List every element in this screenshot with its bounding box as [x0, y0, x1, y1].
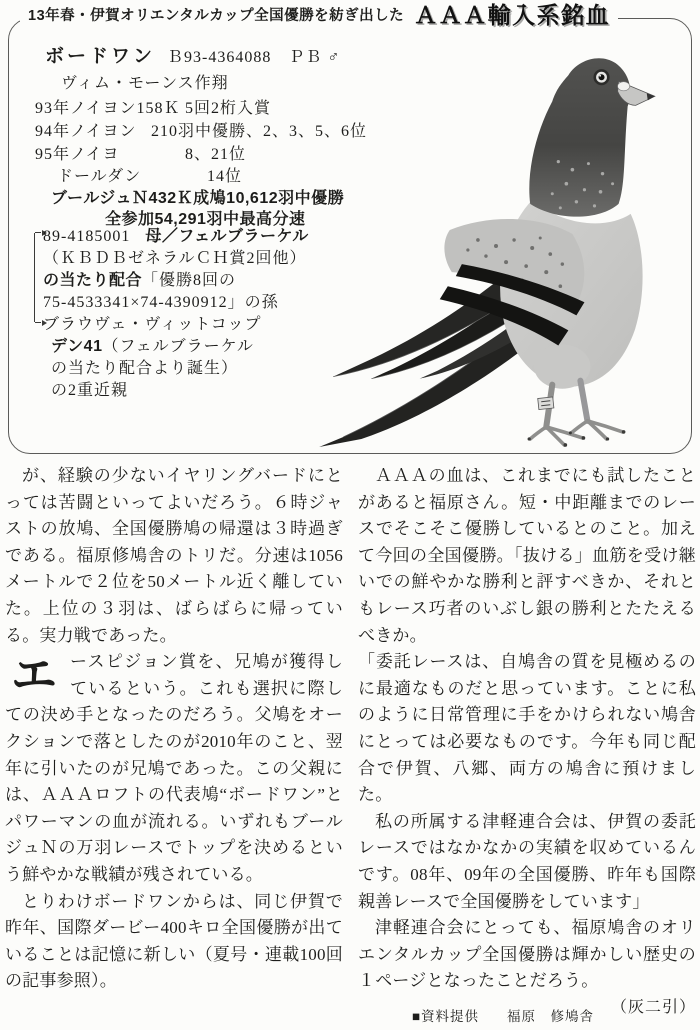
- paragraph: 「委託レースは、自鳩舎の質を見極めるのに最適なものだと思っています。ことに私のように日常管理に手をかけられない鳩舎にとっては必要なものです。今年も同じ配合で伊賀、八郷、両方の鳩舎に預けました。: [358, 652, 696, 805]
- pigeon-name: ボードワン: [45, 46, 156, 67]
- paragraph-with-dropcap: [5, 649, 343, 888]
- sire-note: の2重近親: [51, 382, 129, 399]
- paragraph: とりわけボードワンからは、同じ伊賀で昨年、国際ダービー400キロ全国優勝が出ていることは記憶に新しい（夏号・連載100回の記事参照）。: [5, 891, 343, 991]
- race-label: 93年ノイヨン158Ｋ: [35, 100, 181, 117]
- dam-ring-number: 89-4185001: [43, 228, 131, 245]
- race-label: 95年ノイヨ: [35, 146, 120, 163]
- author-byline: （灰二引）: [610, 998, 696, 1016]
- pigeon-ring-number: Ｂ93-4364088 ＰＢ ♂: [167, 49, 341, 66]
- credit-label: ■資料提供: [411, 1008, 479, 1024]
- pedigree-box: [8, 18, 692, 454]
- paragraph-text: 津軽連合会にとっても、福原鳩舎のオリエンタルカップ全国優勝は輝かしい歴史の１ページとなったことだろう。: [358, 918, 696, 991]
- sire-note: （フェルブラーケル: [102, 338, 254, 355]
- sire-row: [51, 337, 254, 357]
- dam-note-bold: の当たり配合: [43, 272, 143, 289]
- highlight-result-line2: 全参加54,291羽中最高分速: [105, 211, 306, 228]
- bracket-arrow-icon: [35, 322, 41, 323]
- dropcap: エ: [11, 650, 57, 702]
- page-title: ＡＡＡ輸入系銘血: [414, 3, 611, 28]
- race-result: 14位: [207, 168, 243, 185]
- article-body: [0, 463, 700, 1030]
- credit-name: 福原 修鳩舎: [506, 1008, 594, 1024]
- dam-note: [43, 271, 236, 291]
- sire-label: ブラウヴェ・ヴィットコップ: [43, 316, 262, 333]
- right-column: [358, 463, 696, 1030]
- race-label: 94年ノイヨン: [35, 123, 137, 140]
- page-header: [20, 3, 618, 29]
- paragraph-text: ースピジョン賞を、兄鳩が獲得しているという。これも選択に際しての決め手となったのだろう。父鳩をオークションで落としたのが2010年のこと、翌年に引いたのが兄鳩であった。この父親には、ＡＡＡロフトの代表鳩“ボードワン”とパワーマンの血が流れる。いずれもブールジュＮの万羽レースでトップを決めるという鮮やかな戦績が残されている。: [5, 652, 343, 884]
- race-result: 5回2桁入賞: [185, 100, 272, 117]
- bracket-arrow-icon: [35, 232, 41, 233]
- sire-name: デン41: [51, 338, 103, 355]
- paragraph: が、経験の少ないイヤリングバードにとっては苦闘といってよいだろう。６時ジャストの放鳩、全国優勝鳩の帰還は３時過ぎである。福原修鳩舎のトリだ。分速は1056メートルで２位を50メートル近く離していた。上位の３羽は、ばらばらに帰っている。実力戦であった。: [5, 466, 343, 645]
- paragraph: ＡＡＡの血は、これまでにも試したことがあると福原さん。短・中距離までのレースでそこそこ優勝しているとのこと。加えて今回の全国優勝。「抜ける」血筋を受け継いでの鮮やかな勝利と評すべきか、それともレース巧者のいぶし銀の勝利とたたえるべきか。: [358, 466, 696, 645]
- pigeon-photo: [299, 33, 687, 449]
- pedigree-bracket: [34, 233, 43, 322]
- breeder-line: ヴィム・モーンス作翔: [61, 75, 229, 92]
- credit-line: [358, 1004, 594, 1030]
- dam-label: 母／フェルブラーケル: [145, 228, 309, 245]
- race-label: ドールダン: [57, 168, 142, 185]
- race-result: 8、21位: [185, 146, 247, 163]
- sire-note: の当たり配合より誕生）: [51, 360, 239, 377]
- dam-row: [43, 227, 309, 247]
- header-subtitle: 13年春・伊賀オリエンタルカップ全国優勝を紡ぎ出した: [28, 8, 405, 24]
- highlight-result-line1: ブールジュＮ432Ｋ成鳩10,612羽中優勝: [51, 190, 345, 207]
- race-result: 210羽中優勝、2、3、5、6位: [151, 123, 368, 140]
- dam-note: 75-4533341×74-4390912」の孫: [43, 294, 279, 311]
- dam-note: （ＫＢＤＢゼネラルＣＨ賞2回他）: [43, 250, 307, 267]
- paragraph: 私の所属する津軽連合会は、伊賀の委託レースではなかなかの実績を収めているんです。08年、09年の全国優勝、昨年も国際親善レースで全国優勝をしています」: [358, 811, 696, 911]
- left-column: [5, 463, 343, 1030]
- pedigree-name-row: [45, 47, 340, 68]
- dam-note-rest: 「優勝8回の: [142, 272, 237, 289]
